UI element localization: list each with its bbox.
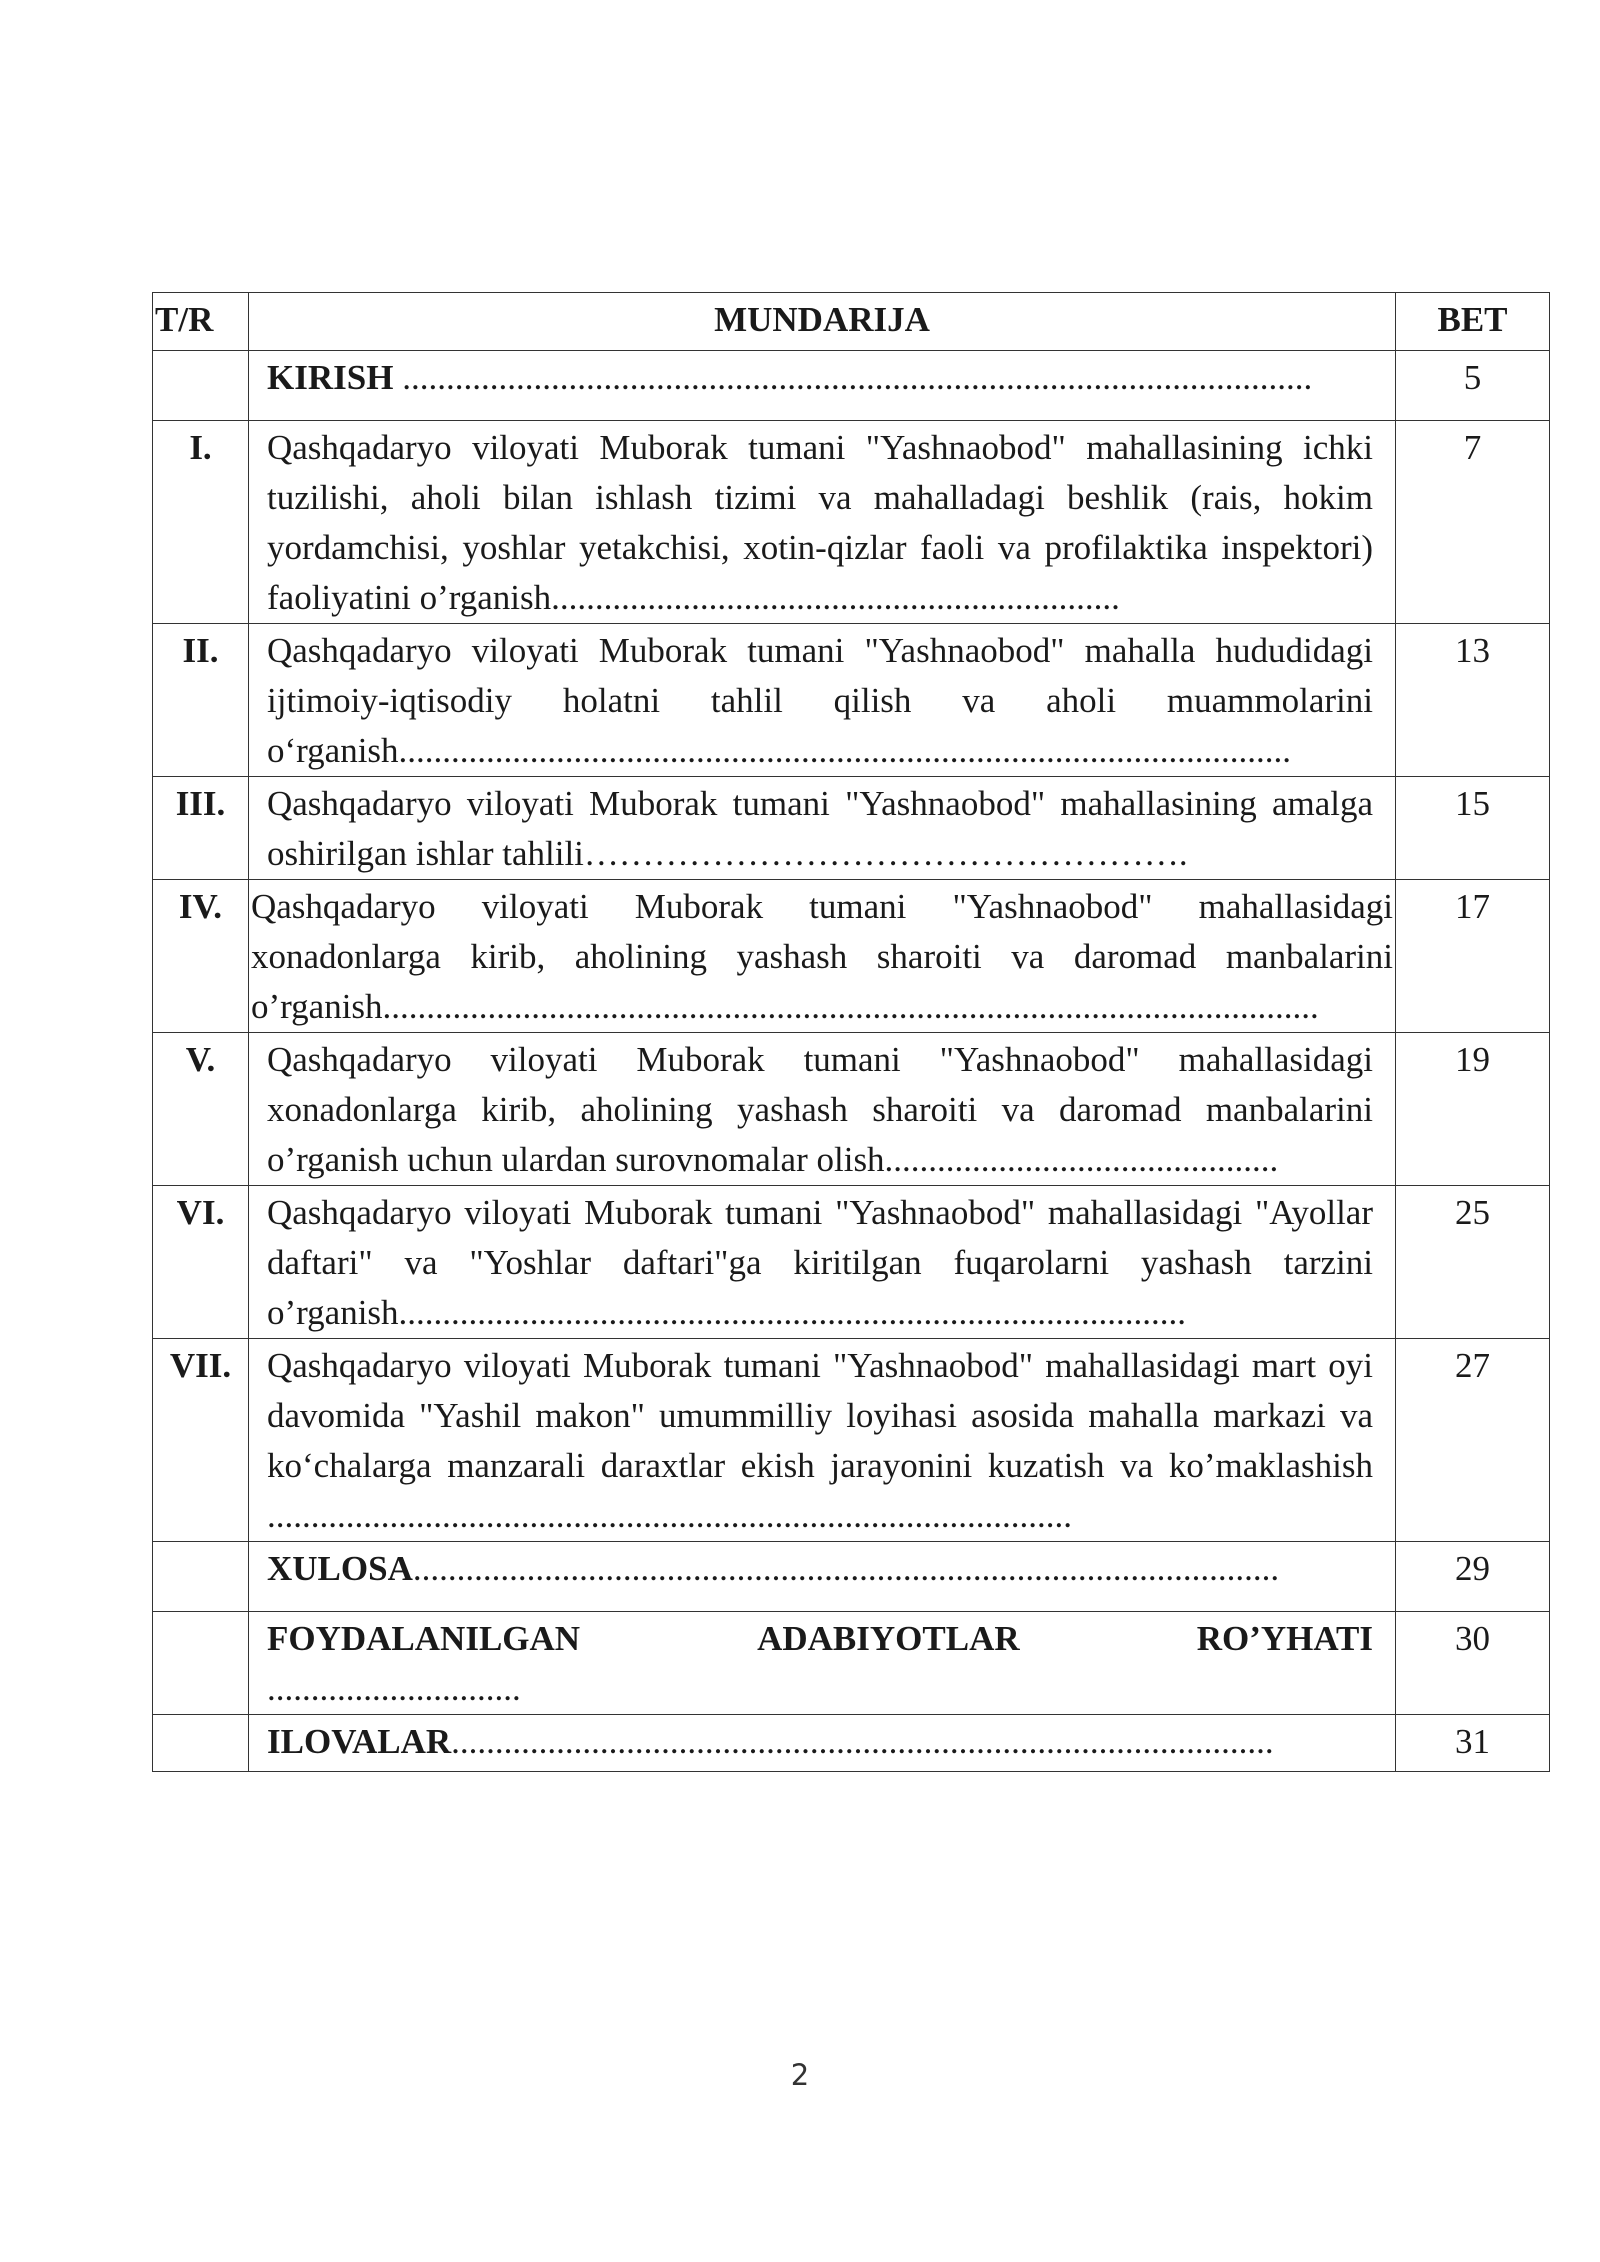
toc-page: 25 [1396, 1186, 1550, 1339]
toc-number [153, 351, 249, 421]
toc-number [153, 1715, 249, 1772]
toc-title-bold: XULOSA [267, 1549, 413, 1588]
toc-header-row [153, 293, 1550, 351]
toc-title: Qashqadaryo viloyati Muborak tumani "Yashnaobod" mahalla hududidagi ijtimoiy-iqtisodiy holatni tahlil qilish va aholi muammolarini o‘rganish...................................................................................................... [249, 624, 1396, 777]
toc-page: 7 [1396, 421, 1550, 624]
header-number-cell: T/R [153, 293, 249, 351]
toc-title [249, 1612, 1396, 1715]
toc-title-words [267, 1614, 1373, 1664]
toc-page: 19 [1396, 1033, 1550, 1186]
toc-row [153, 1033, 1550, 1186]
toc-number: IV. [153, 880, 249, 1033]
toc-title [249, 1542, 1396, 1612]
toc-row [153, 351, 1550, 421]
toc-row [153, 1186, 1550, 1339]
header-page-cell: BET [1396, 293, 1550, 351]
toc-number: VI. [153, 1186, 249, 1339]
toc-title-word: RO’YHATI [1196, 1619, 1373, 1658]
toc-row [153, 421, 1550, 624]
toc-title: Qashqadaryo viloyati Muborak tumani "Yashnaobod" mahallasining amalga oshirilgan ishlar tahlili……………………………………………. [249, 777, 1396, 880]
toc-row [153, 777, 1550, 880]
toc-title [249, 351, 1396, 421]
toc-title-bold: KIRISH [267, 358, 394, 397]
toc-number [153, 1612, 249, 1715]
page-number: 2 [790, 2058, 810, 2092]
toc-leader-dots: ........................................................................................................ [393, 358, 1313, 397]
table-of-contents [152, 292, 1550, 1772]
toc-title [249, 1715, 1396, 1772]
toc-page: 13 [1396, 624, 1550, 777]
toc-number: VII. [153, 1339, 249, 1542]
toc-title: Qashqadaryo viloyati Muborak tumani "Yashnaobod" mahallasidagi xonadonlarga kirib, aholining yashash sharoiti va daromad manbalarini o’rganish uchun ulardan surovnomalar olish............................................. [249, 1033, 1396, 1186]
toc-row [153, 1542, 1550, 1612]
toc-page: 30 [1396, 1612, 1550, 1715]
toc-row [153, 624, 1550, 777]
toc-number: III. [153, 777, 249, 880]
toc-page: 15 [1396, 777, 1550, 880]
toc-title-word: ADABIYOTLAR [757, 1619, 1020, 1658]
toc-page: 5 [1396, 351, 1550, 421]
toc-page: 17 [1396, 880, 1550, 1033]
toc-number [153, 1542, 249, 1612]
toc-number: II. [153, 624, 249, 777]
toc-number: V. [153, 1033, 249, 1186]
toc-row [153, 1339, 1550, 1542]
header-title-cell: MUNDARIJA [249, 293, 1396, 351]
toc-leader-dots: .............................................................................................. [451, 1722, 1274, 1761]
toc-title: Qashqadaryo viloyati Muborak tumani "Yashnaobod" mahallasidagi xonadonlarga kirib, aholining yashash sharoiti va daromad manbalarini o’rganish........................................................................................................... [249, 880, 1396, 1033]
toc-row [153, 1715, 1550, 1772]
toc-leader-dots: ................................................................................................... [412, 1549, 1280, 1588]
toc-title-word: FOYDALANILGAN [267, 1619, 581, 1658]
toc-title: Qashqadaryo viloyati Muborak tumani "Yashnaobod" mahallasining ichki tuzilishi, aholi bilan ishlash tizimi va mahalladagi beshlik (rais, hokim yordamchisi, yoshlar yetakchisi, xotin-qizlar faoli va profilaktika inspektori) faoliyatini o’rganish................................................................. [249, 421, 1396, 624]
toc-leader-dots: ............................. [267, 1669, 521, 1708]
toc-number: I. [153, 421, 249, 624]
toc-title: Qashqadaryo viloyati Muborak tumani "Yashnaobod" mahallasidagi mart oyi davomida "Yashil makon" umummilliy loyihasi asosida mahalla markazi va ko‘chalarga manzarali daraxtlar ekish jarayonini kuzatish va ko’maklashish ............................................................................................ [249, 1339, 1396, 1542]
toc-row [153, 880, 1550, 1033]
toc-page: 29 [1396, 1542, 1550, 1612]
toc-title-bold: ILOVALAR [267, 1722, 452, 1761]
toc-title: Qashqadaryo viloyati Muborak tumani "Yashnaobod" mahallasidagi "Ayollar daftari" va "Yoshlar daftari"ga kiritilgan fuqarolarni yashash tarzini o’rganish.......................................................................................... [249, 1186, 1396, 1339]
toc-page: 27 [1396, 1339, 1550, 1542]
toc-page: 31 [1396, 1715, 1550, 1772]
toc-row [153, 1612, 1550, 1715]
